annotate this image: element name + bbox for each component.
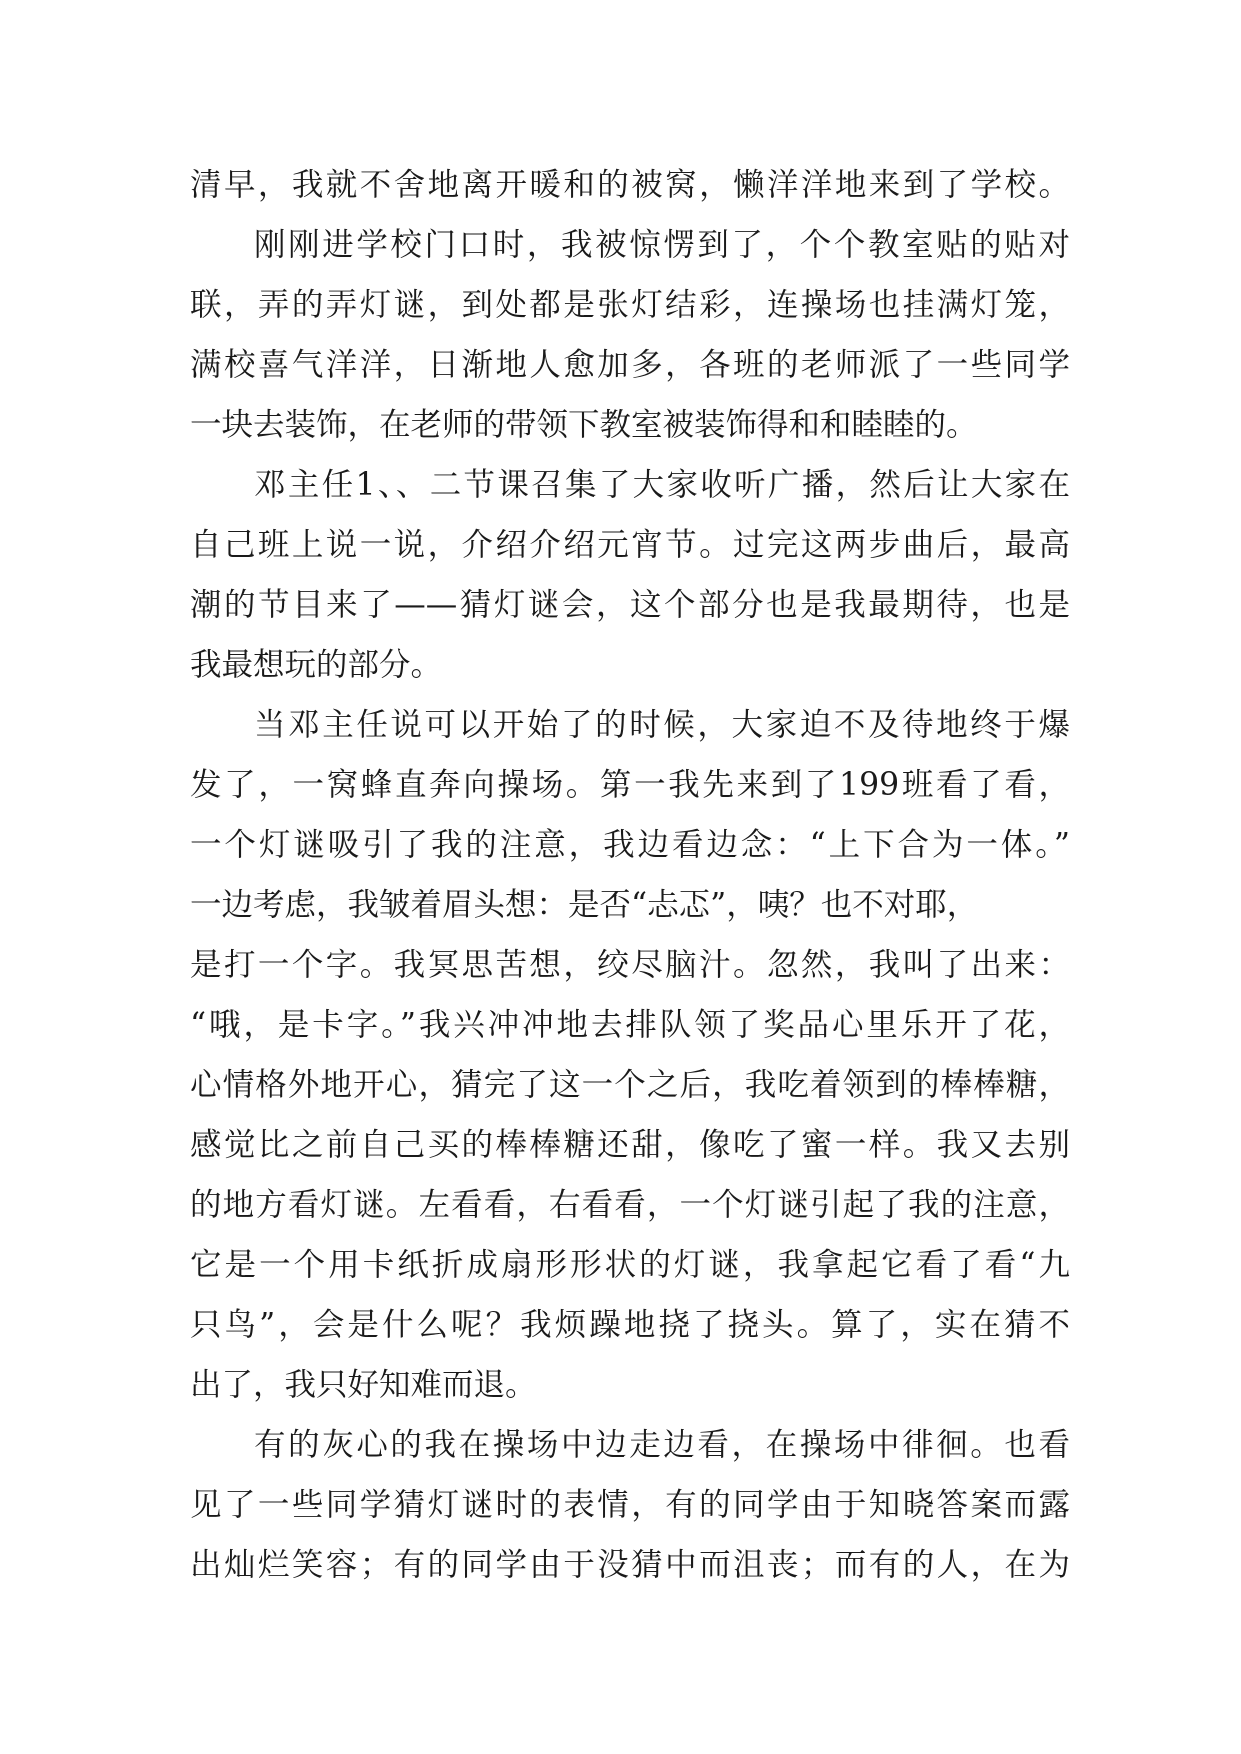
text-line-18: 的地方看灯谜。左看看，右看看，一个灯谜引起了我的注意，	[190, 1187, 1070, 1223]
paragraph-start-line: 邓主任1、、二节课召集了大家收听广播，然后让大家在	[254, 467, 1070, 503]
text-line-4: 满校喜气洋洋，日渐地人愈加多，各班的老师派了一些同学	[190, 347, 1070, 383]
paragraph-start-line: 刚刚进学校门口时，我被惊愣到了，个个教室贴的贴对	[254, 227, 1070, 263]
text-line-9: 我最想玩的部分。	[190, 647, 443, 683]
text-line-7: 自己班上说一说，介绍介绍元宵节。过完这两步曲后，最高	[190, 527, 1070, 563]
text-line-14: 是打一个字。我冥思苦想，绞尽脑汁。忽然，我叫了出来：	[190, 947, 1070, 983]
text-line-23: 见了一些同学猜灯谜时的表情，有的同学由于知晓答案而露	[190, 1487, 1070, 1523]
text-line-3: 联，弄的弄灯谜，到处都是张灯结彩，连操场也挂满灯笼，	[190, 287, 1070, 323]
text-line-21: 出了，我只好知难而退。	[190, 1367, 537, 1403]
text-line-13: 一边考虑，我皱着眉头想：是否“忐忑”，咦？也不对耶，	[190, 887, 979, 923]
text-line-12: 一个灯谜吸引了我的注意，我边看边念：“上下合为一体。”	[190, 827, 1070, 863]
text-line-16: 心情格外地开心，猜完了这一个之后，我吃着领到的棒棒糖，	[190, 1067, 1070, 1103]
paragraph-start-line: 有的灰心的我在操场中边走边看，在操场中徘徊。也看	[254, 1427, 1070, 1463]
text-line-17: 感觉比之前自己买的棒棒糖还甜，像吃了蜜一样。我又去别	[190, 1127, 1070, 1163]
paragraph-start-line: 当邓主任说可以开始了的时候，大家迫不及待地终于爆	[254, 707, 1070, 743]
text-line-15: “哦，是卡字。”我兴冲冲地去排队领了奖品心里乐开了花，	[190, 1007, 1070, 1043]
text-line-5: 一块去装饰，在老师的带领下教室被装饰得和和睦睦的。	[190, 407, 978, 443]
text-line-1: 清早，我就不舍地离开暖和的被窝，懒洋洋地来到了学校。	[190, 167, 1070, 203]
text-line-11: 发了，一窝蜂直奔向操场。第一我先来到了199班看了看，	[190, 767, 1070, 803]
text-line-19: 它是一个用卡纸折成扇形形状的灯谜，我拿起它看了看“九	[190, 1247, 1070, 1283]
text-line-24: 出灿烂笑容；有的同学由于没猜中而沮丧；而有的人，在为	[190, 1547, 1070, 1583]
text-line-20: 只鸟”，会是什么呢？我烦躁地挠了挠头。算了，实在猜不	[190, 1307, 1070, 1343]
text-line-8: 潮的节目来了——猜灯谜会，这个部分也是我最期待，也是	[190, 587, 1070, 623]
